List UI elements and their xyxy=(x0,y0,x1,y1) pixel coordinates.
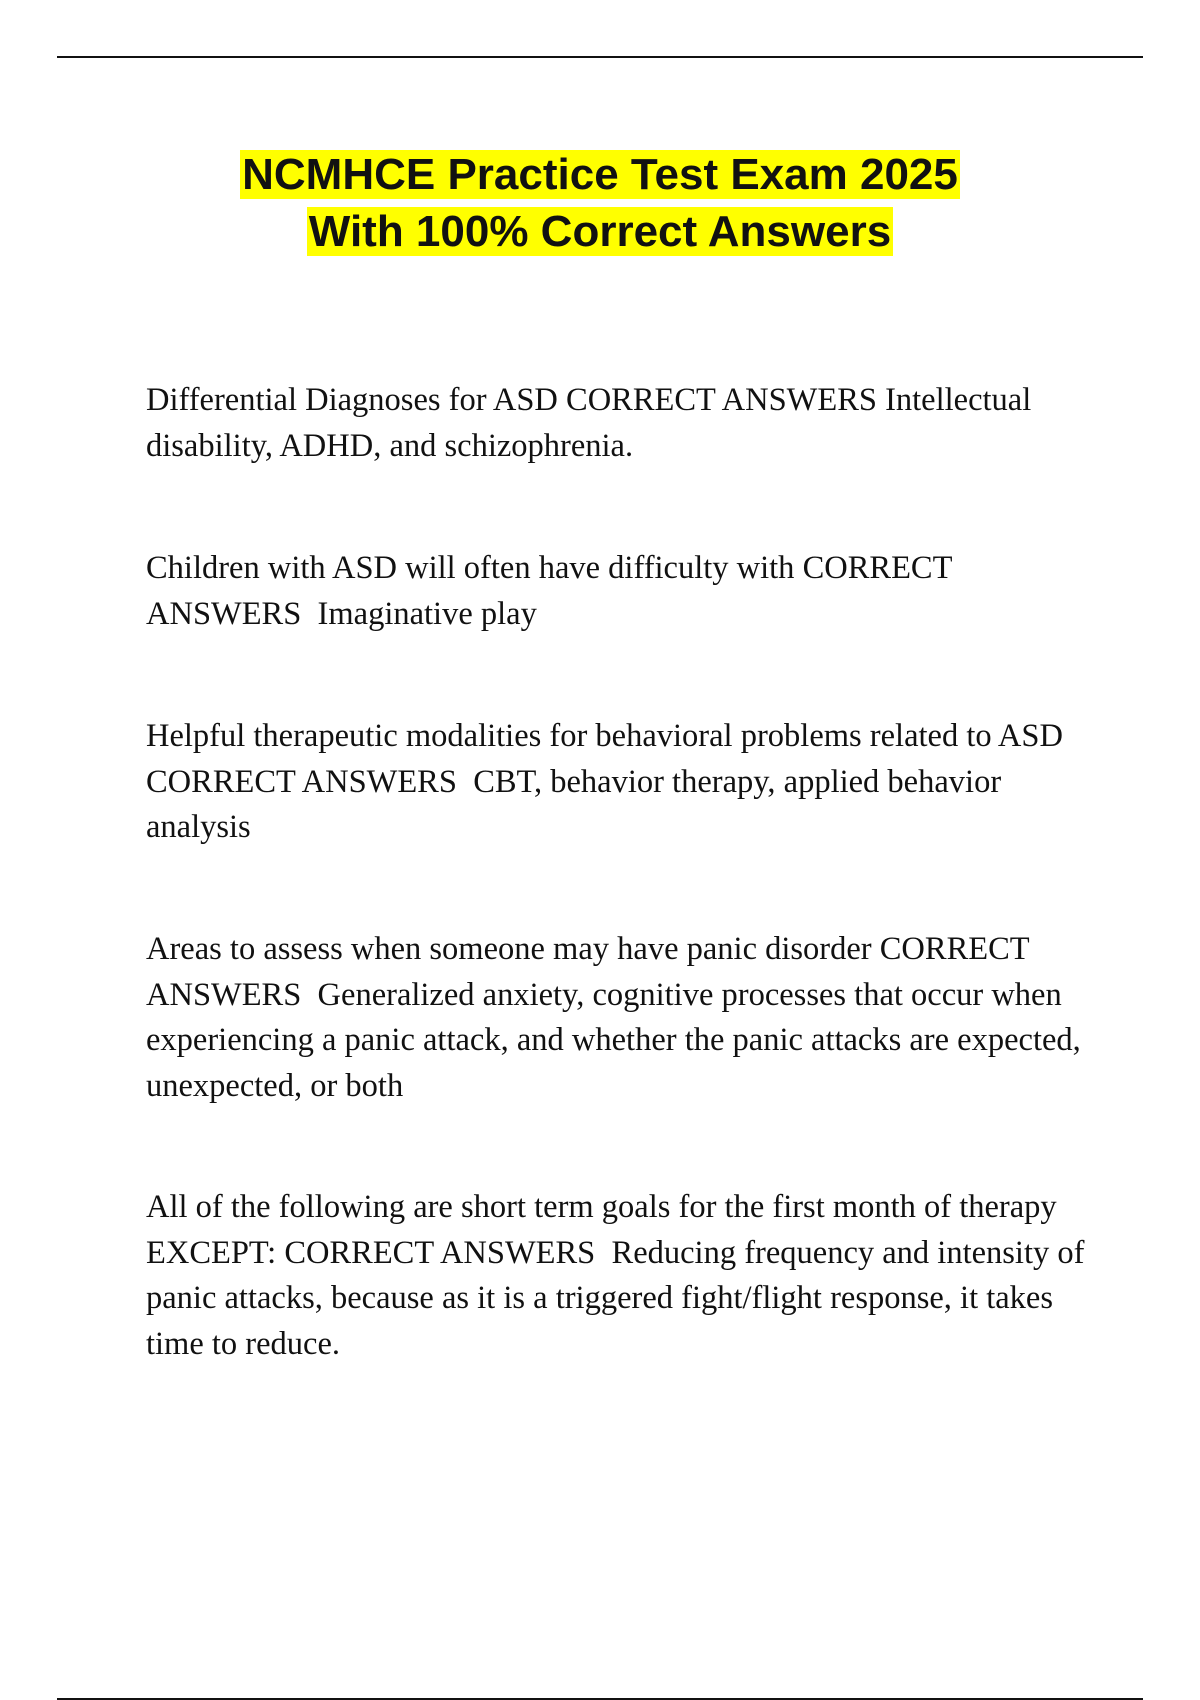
question-text: Helpful therapeutic modalities for behavioral problems related to ASD xyxy=(146,718,1063,754)
title-line-1: NCMHCE Practice Test Exam 2025 xyxy=(242,150,958,199)
question-text: Differential Diagnoses for ASD xyxy=(146,382,558,418)
answer-text: CBT, behavior therapy, applied behavior analysis xyxy=(146,763,1010,845)
qa-item-3 xyxy=(146,714,1096,851)
correct-answers-marker: CORRECT ANSWERS xyxy=(566,382,877,418)
question-text: All of the following are short term goals for the first month of therapy EXCEPT: xyxy=(146,1189,1065,1271)
qa-item-1 xyxy=(146,378,1096,469)
qa-item-2 xyxy=(146,546,1096,637)
page-title xyxy=(0,146,1200,260)
answer-text: Imaginative play xyxy=(309,595,537,632)
answer-text: Intellectual disability, ADHD, and schizophrenia. xyxy=(146,382,1040,464)
top-rule xyxy=(57,56,1143,58)
answer-text: Reducing frequency and intensity of panic attacks, because as it is a triggered fight/flight response, it takes time to reduce. xyxy=(146,1234,1093,1362)
correct-answers-marker: CORRECT ANSWERS xyxy=(146,550,952,632)
correct-answers-marker: CORRECT ANSWERS xyxy=(284,1234,596,1271)
correct-answers-marker: CORRECT ANSWERS xyxy=(146,931,1030,1013)
title-line-2: With 100% Correct Answers xyxy=(308,207,892,256)
answer-text: Generalized anxiety, cognitive processes that occur when experiencing a panic attack, and whether the panic attacks are expected, unexpected, or both xyxy=(146,976,1089,1104)
question-text: Areas to assess when someone may have panic disorder xyxy=(146,931,872,967)
correct-answers-marker: CORRECT ANSWERS xyxy=(146,763,457,800)
qa-item-5 xyxy=(146,1185,1096,1367)
qa-item-4 xyxy=(146,927,1096,1109)
question-text: Children with ASD will often have difficulty with xyxy=(146,550,795,586)
